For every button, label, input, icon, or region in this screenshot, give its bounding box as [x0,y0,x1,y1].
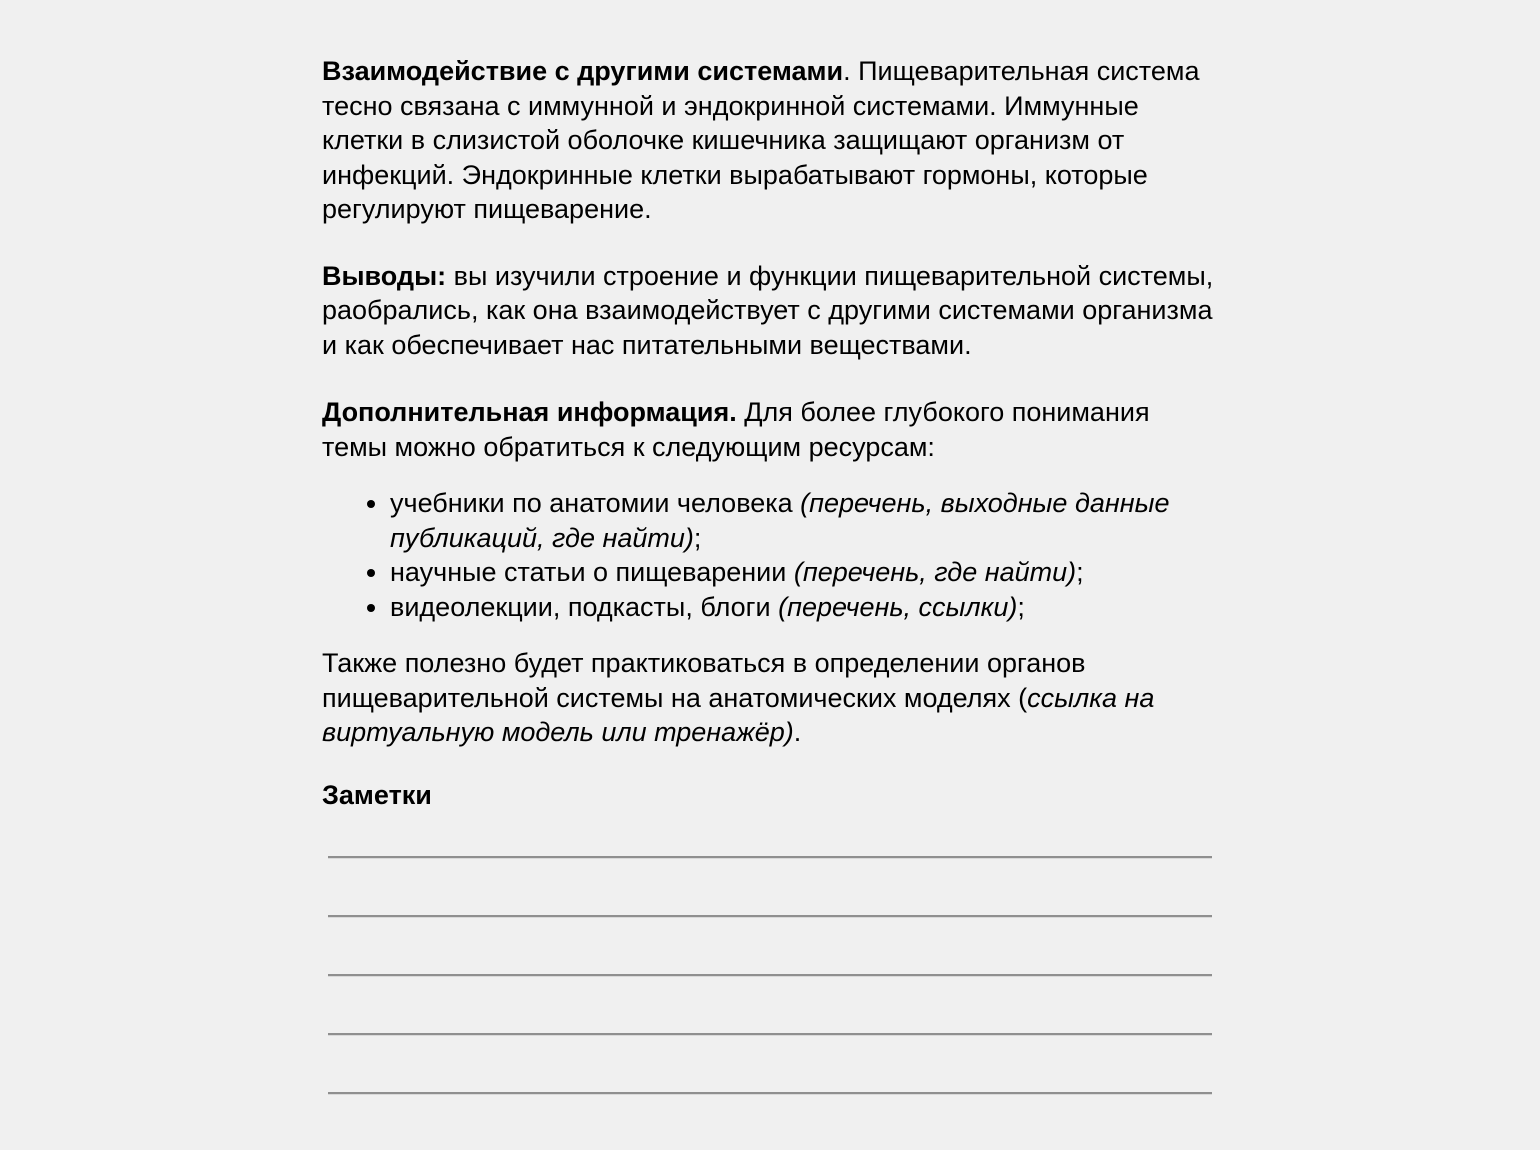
paragraph-body-text: Также полезно будет практиковаться в определении органов пищеварительной системы на анатомических моделях ( [322,648,1086,713]
resources-list [322,486,1222,624]
paragraph-conclusions [322,259,1222,363]
note-line [328,915,1212,918]
list-item-punctuation: ; [1017,591,1025,622]
list-item-italic-note: (перечень, где найти) [793,557,1077,587]
paragraph-lead-bold: Взаимодействие с другими системами [322,56,844,86]
list-item-punctuation: ; [693,522,702,553]
notes-lines [322,856,1222,1095]
paragraph-additional-info [322,395,1222,464]
paragraph-body-text: . Пищеварительная система тесно связана с иммунной и эндокринной системами. Иммунные клетки в слизистой оболочке кишечника защищают организм от инфекций. Эндокринные клетки вырабатывают гормоны, которые регулируют пищеварение. [322,56,1200,224]
list-item-textbooks [390,486,1222,555]
note-line [328,1092,1212,1095]
list-item-text: научные статьи о пищеварении [390,557,794,587]
notes-heading: Заметки [322,779,432,810]
list-item-text: видеолекции, подкасты, блоги [390,591,779,622]
paragraph-lead-bold: Дополнительная информация. [322,397,737,427]
paragraph-practice [322,646,1222,750]
note-line [328,974,1212,977]
paragraph-italic-note: ссылка на виртуальную модель или тренажёр) [322,682,1155,747]
paragraph-systems-interaction [322,54,1222,227]
document-page [322,0,1222,1095]
paragraph-lead-bold: Выводы: [322,260,447,291]
paragraph-body-text: Для более глубокого понимания темы можно обратиться к следующим ресурсам: [322,397,1150,462]
list-item-punctuation: ; [1076,557,1084,587]
list-item-italic-note: (перечень, ссылки) [778,591,1018,622]
list-item-text: учебники по анатомии человека [390,488,801,518]
paragraph-punctuation: . [793,717,802,747]
note-line [328,856,1212,859]
paragraph-body-text: вы изучили строение и функции пищеварительной системы, раобрались, как она взаимодействует с другими системами организма и как обеспечивает нас питательными веществами. [322,260,1214,360]
note-line [328,1033,1212,1036]
list-item-italic-note: (перечень, выходные данные публикаций, где найти) [390,488,1170,553]
list-item-video-lectures [390,590,1222,625]
list-item-articles [390,555,1222,590]
